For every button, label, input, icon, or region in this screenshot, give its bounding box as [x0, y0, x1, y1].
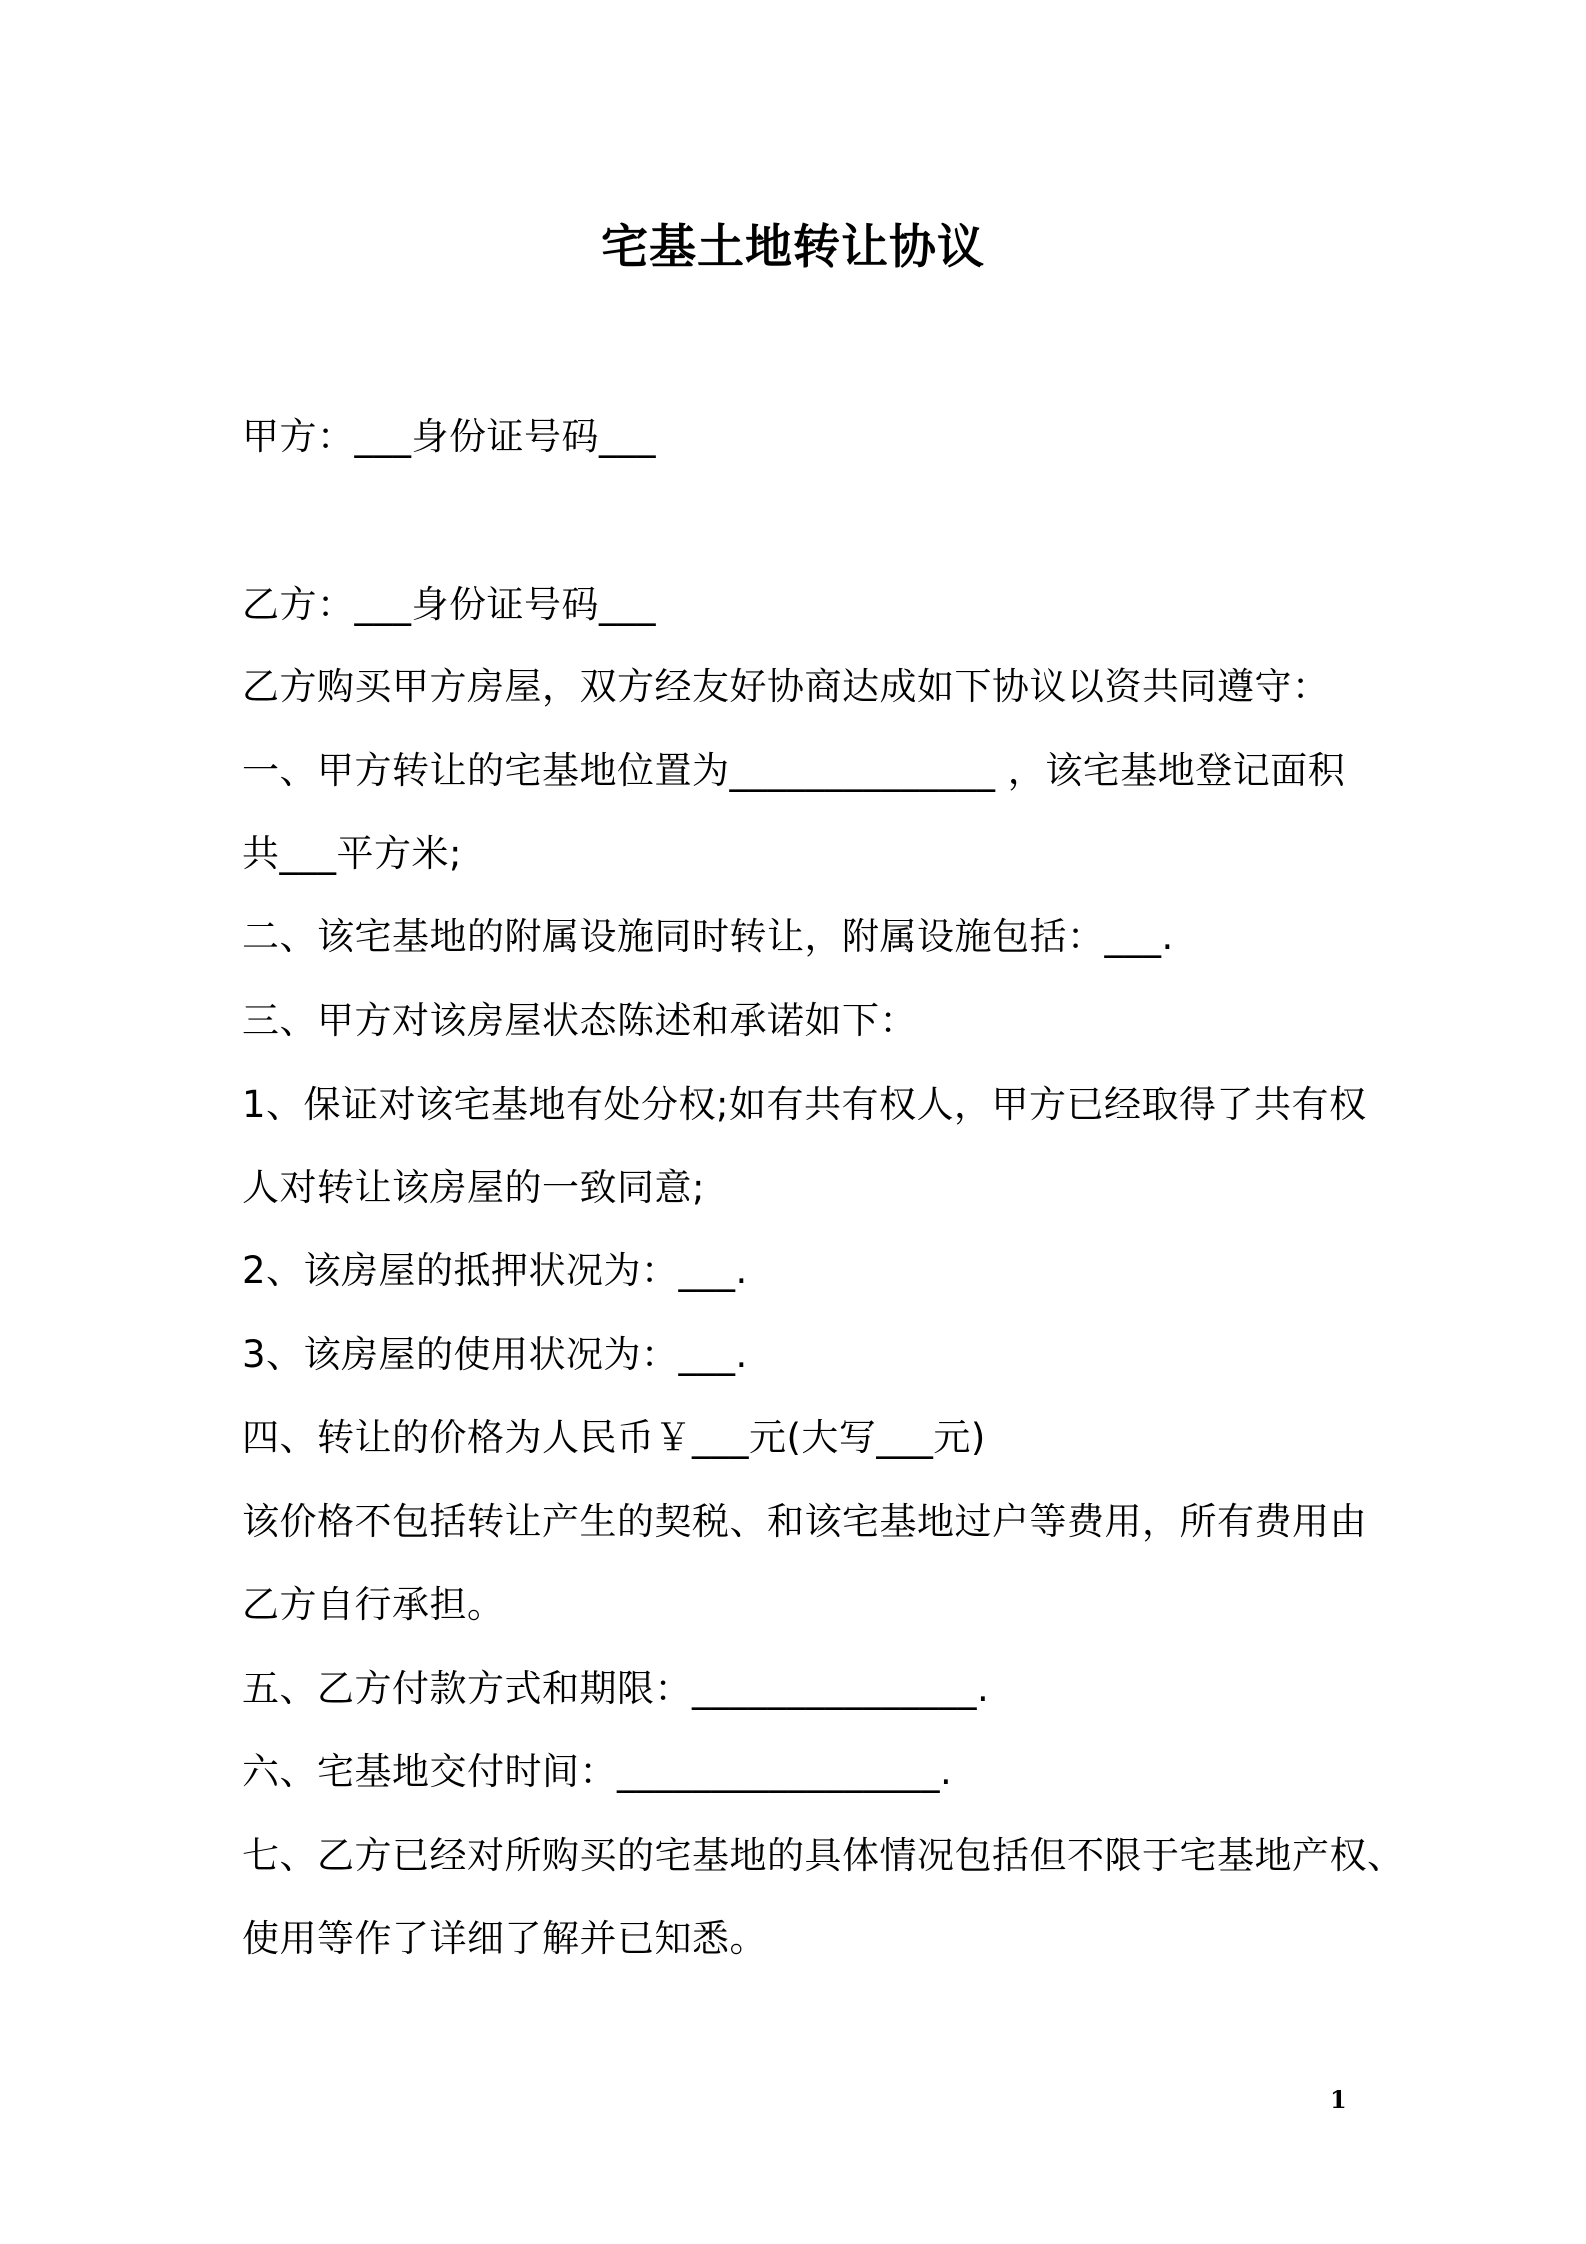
clause-3-item-2-line: 2、该房屋的抵押状况为：___. [242, 1249, 748, 1292]
clause-2-line: 二、该宅基地的附属设施同时转让，附属设施包括：___. [242, 915, 1174, 958]
clause-1-line-2: 共___平方米; [242, 832, 462, 875]
clause-1-line-1: 一、甲方转让的宅基地位置为______________ ，该宅基地登记面积 [242, 749, 1346, 792]
clause-7-line-2: 使用等作了详细了解并已知悉。 [242, 1917, 767, 1960]
clause-4-line: 四、转让的价格为人民币￥___元(大写___元) [242, 1416, 986, 1459]
clause-7-line-1: 七、乙方已经对所购买的宅基地的具体情况包括但不限于宅基地产权、 [242, 1834, 1405, 1877]
clause-3-line: 三、甲方对该房屋状态陈述和承诺如下： [242, 999, 917, 1042]
clause-4-note-line-2: 乙方自行承担。 [242, 1583, 505, 1626]
clause-6-line: 六、宅基地交付时间：_________________. [242, 1750, 953, 1793]
clause-3-item-1-line-1: 1、保证对该宅基地有处分权;如有共有权人，甲方已经取得了共有权 [242, 1083, 1367, 1126]
clause-3-item-1-line-2: 人对转让该房屋的一致同意; [242, 1166, 705, 1209]
document-title: 宅基土地转让协议 [601, 220, 985, 275]
preamble-line: 乙方购买甲方房屋，双方经友好协商达成如下协议以资共同遵守： [242, 665, 1330, 708]
party-a-line: 甲方：___身份证号码___ [242, 415, 656, 458]
page-number: 1 [1330, 2085, 1347, 2114]
clause-5-line: 五、乙方付款方式和期限：_______________. [242, 1667, 990, 1710]
party-b-line: 乙方：___身份证号码___ [242, 583, 656, 626]
clause-4-note-line-1: 该价格不包括转让产生的契税、和该宅基地过户等费用，所有费用由 [242, 1500, 1367, 1543]
clause-3-item-3-line: 3、该房屋的使用状况为：___. [242, 1333, 748, 1376]
